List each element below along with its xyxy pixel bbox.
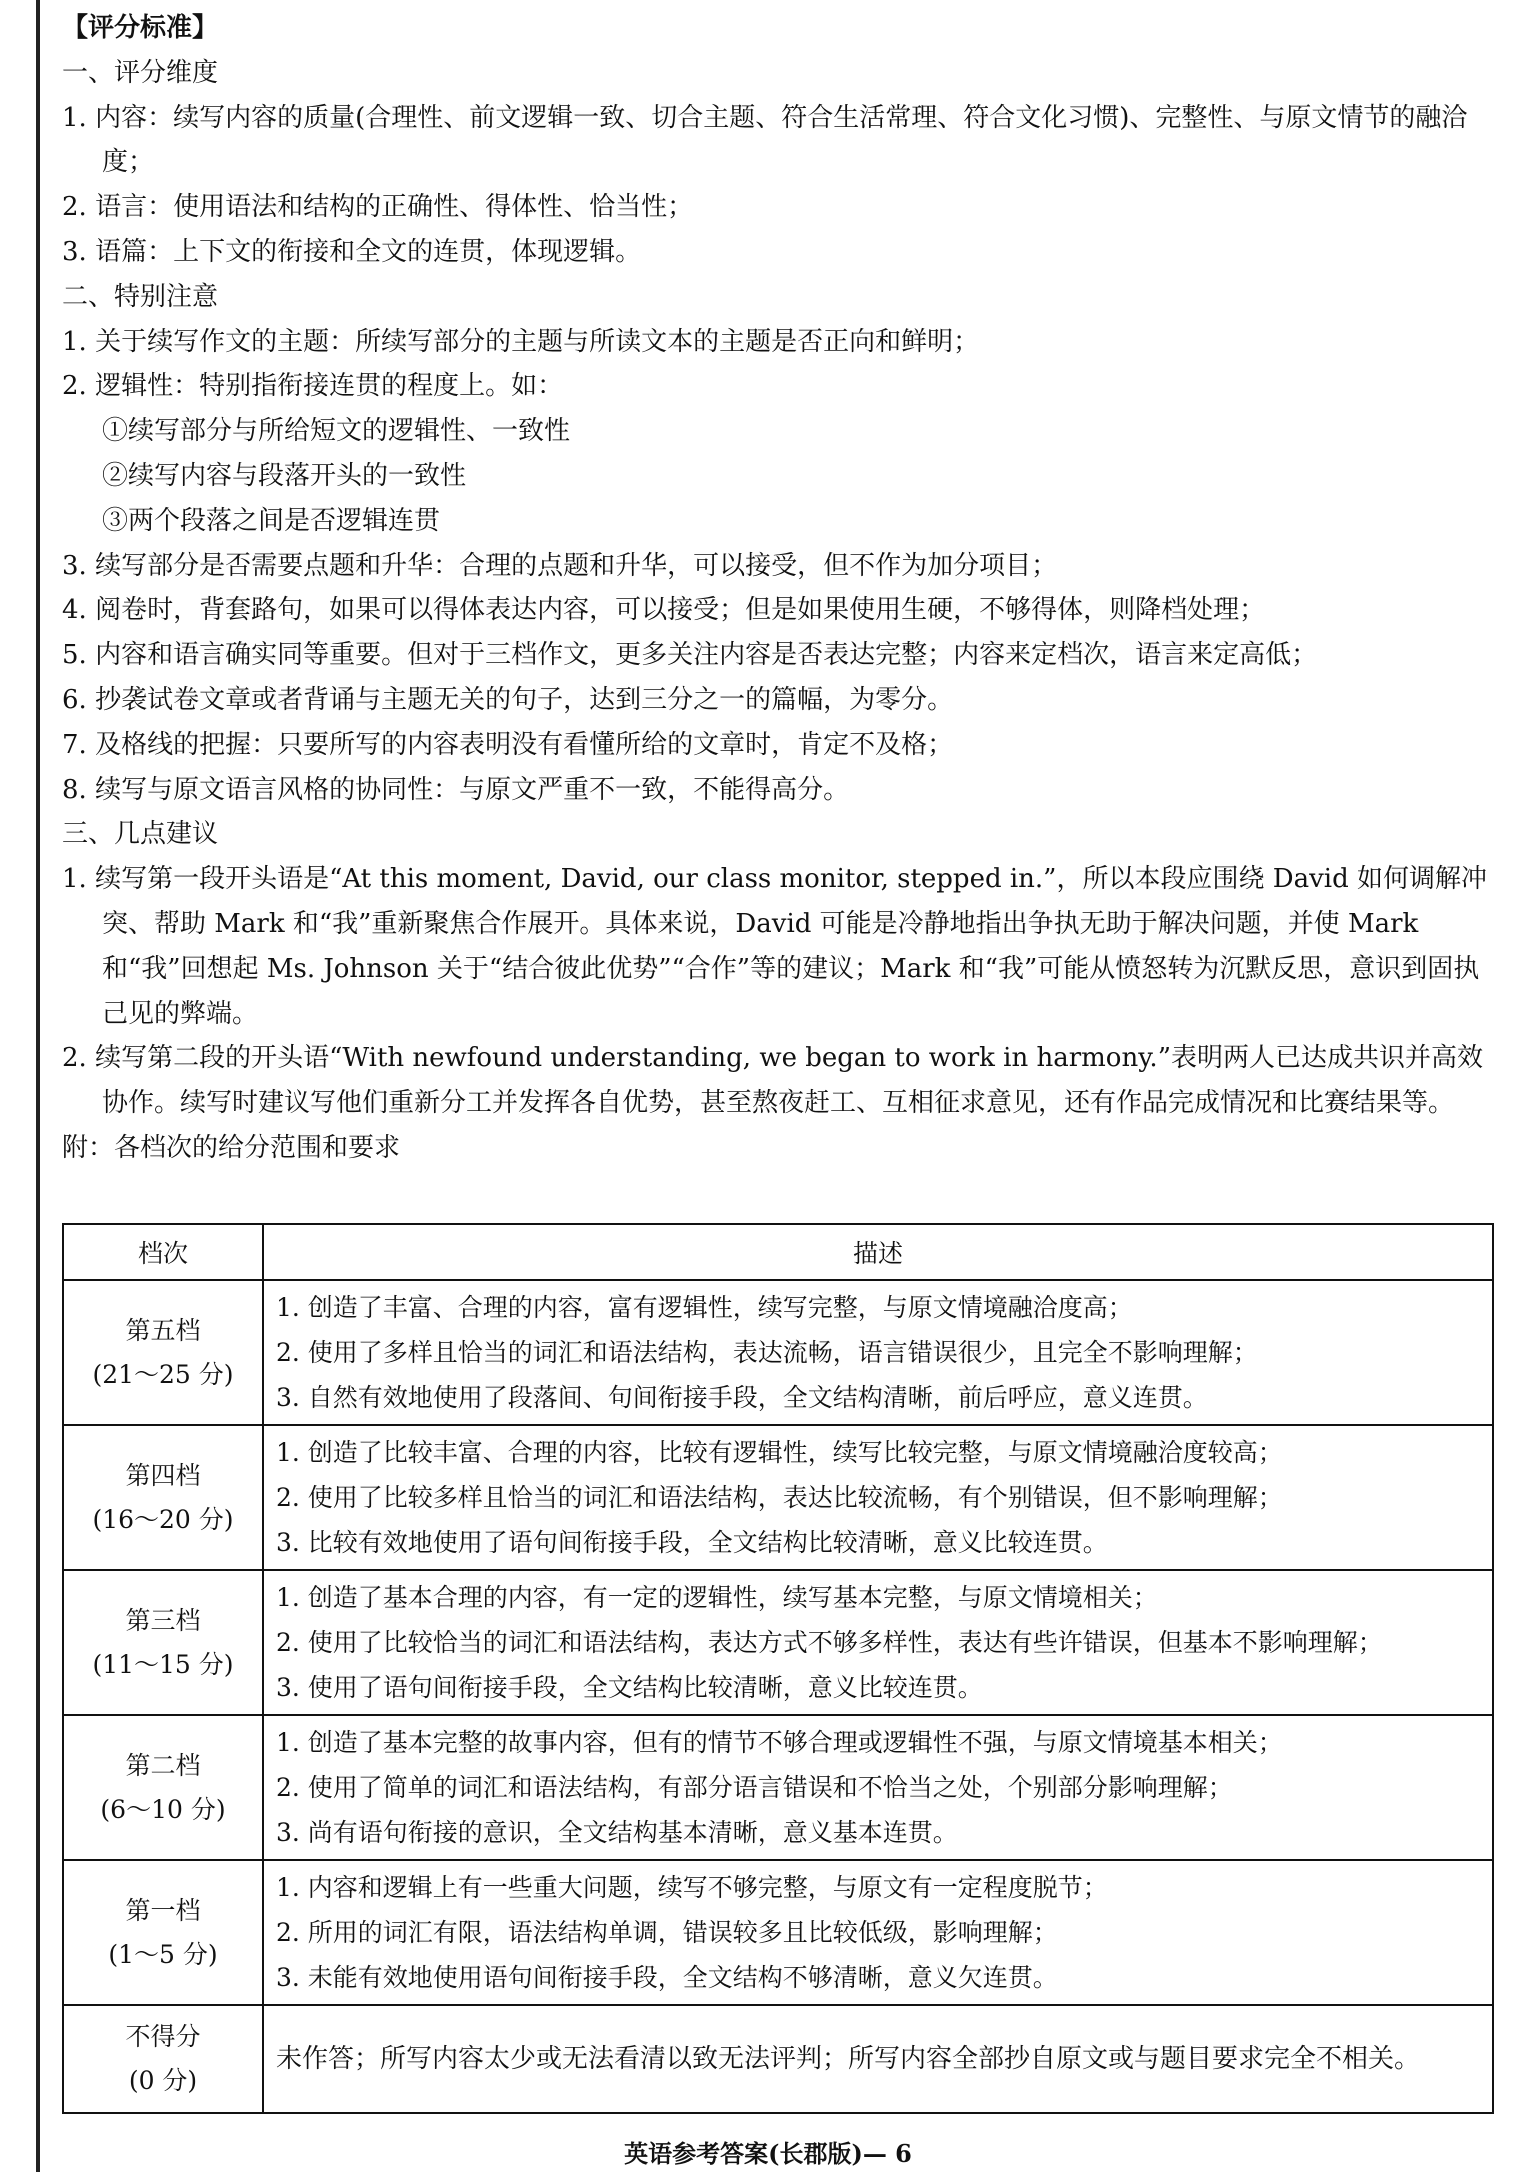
description-line: 3. 尚有语句衔接的意识，全文结构基本清晰，意义基本连贯。 [276,1818,958,1847]
description-line: 3. 使用了语句间衔接手段，全文结构比较清晰，意义比较连贯。 [276,1673,983,1702]
note-item: 6. 抄袭试卷文章或者背诵与主题无关的句子，达到三分之一的篇幅，为零分。 [62,684,954,715]
level-name: 第三档 [125,1605,201,1635]
section-heading-dimensions: 一、评分维度 [62,57,219,88]
scoring-criteria-text [62,6,1498,1171]
description-cell [263,1425,1493,1570]
description-line: 2. 所用的词汇有限，语法结构单调，错误较多且比较低级，影响理解； [276,1918,1058,1947]
description-line: 3. 未能有效地使用语句间衔接手段，全文结构不够清晰，意义欠连贯。 [276,1963,1058,1992]
note-sub-item: ③两个段落之间是否逻辑连贯 [102,505,441,536]
suggestion-item: 1. 续写第一段开头语是“At this moment, David, our class monitor, stepped in.”，所以本段应围绕 David 如何调解冲突、帮助 Mark 和“我”重新聚焦合作展开。具体来说，David 可能是冷静地指出争执无助于解决问题，并使 Mark 和“我”回想起 Ms. Johnson 关于“结合彼此优势”“合作”等的建议；Mark 和“我”可能从愤怒转为沉默反思，意识到固执己见的弊端。 [62,864,1487,1029]
note-item: 4. 阅卷时，背套路句，如果可以得体表达内容，可以接受；但是如果使用生硬，不够得体，则降档处理； [62,595,1266,626]
note-sub-item: ①续写部分与所给短文的逻辑性、一致性 [102,416,571,447]
level-range: (6～10 分) [100,1794,226,1824]
note-item: 2. 逻辑性：特别指衔接连贯的程度上。如： [62,371,564,402]
note-item: 7. 及格线的把握：只要所写的内容表明没有看懂所给的文章时，肯定不及格； [62,729,954,760]
level-range: (0 分) [128,2066,198,2095]
page-footer: 英语参考答案(长郡版)— 6 [624,2139,912,2168]
table-row [63,2005,1493,2113]
description-line: 2. 使用了比较多样且恰当的词汇和语法结构，表达比较流畅，有个别错误，但不影响理解； [276,1483,1283,1512]
suggestion-item: 2. 续写第二段的开头语“With newfound understanding, we began to work in harmony.”表明两人已达成共识并高效协作。续写时建议写他们重新分工并发挥各自优势，甚至熬夜赶工、互相征求意见，还有作品完成情况和比赛结果等。 [62,1043,1483,1119]
dimension-item: 1. 内容：续写内容的质量(合理性、前文逻辑一致、切合主题、符合生活常理、符合文化习惯)、完整性、与原文情节的融洽度； [62,102,1468,178]
level-cell [63,2005,263,2113]
description-line: 未作答；所写内容太少或无法看清以致无法评判；所写内容全部抄自原文或与题目要求完全不相关。 [276,2044,1421,2074]
level-cell [63,1425,263,1570]
level-cell [63,1570,263,1715]
level-cell [63,1860,263,2005]
table-row [63,1280,1493,1425]
level-range: (1～5 分) [108,1939,218,1969]
table-header-description: 描述 [263,1224,1493,1280]
description-line: 2. 使用了比较恰当的词汇和语法结构，表达方式不够多样性，表达有些许错误，但基本不影响理解； [276,1628,1383,1657]
description-line: 1. 创造了丰富、合理的内容，富有逻辑性，续写完整，与原文情境融洽度高； [276,1293,1133,1322]
description-cell [263,1860,1493,2005]
page-left-border [36,0,40,2172]
level-range: (21～25 分) [92,1359,234,1389]
table-header-row [63,1224,1493,1280]
level-name: 第一档 [125,1895,201,1925]
note-item: 1. 关于续写作文的主题：所续写部分的主题与所读文本的主题是否正向和鲜明； [62,326,980,357]
description-line: 3. 比较有效地使用了语句间衔接手段，全文结构比较清晰，意义比较连贯。 [276,1528,1108,1557]
description-cell [263,1715,1493,1860]
table-row [63,1715,1493,1860]
dimension-item: 2. 语言：使用语法和结构的正确性、得体性、恰当性； [62,192,694,223]
description-line: 1. 创造了基本完整的故事内容，但有的情节不够合理或逻辑性不强，与原文情境基本相关； [276,1728,1283,1757]
level-cell [63,1715,263,1860]
level-name: 第五档 [125,1315,201,1345]
description-line: 2. 使用了多样且恰当的词汇和语法结构，表达流畅，语言错误很少，且完全不影响理解； [276,1338,1258,1367]
description-cell [263,2005,1493,2113]
section-heading-notes: 二、特别注意 [62,281,219,312]
description-line: 3. 自然有效地使用了段落间、句间衔接手段，全文结构清晰，前后呼应，意义连贯。 [276,1383,1208,1412]
level-range: (16～20 分) [92,1504,234,1534]
level-name: 第二档 [125,1750,201,1780]
description-cell [263,1280,1493,1425]
note-item: 8. 续写与原文语言风格的协同性：与原文严重不一致，不能得高分。 [62,774,850,805]
table-header-level: 档次 [63,1224,263,1280]
note-item: 3. 续写部分是否需要点题和升华：合理的点题和升华，可以接受，但不作为加分项目； [62,550,1058,581]
description-line: 2. 使用了简单的词汇和语法结构，有部分语言错误和不恰当之处，个别部分影响理解； [276,1773,1233,1802]
description-cell [263,1570,1493,1715]
level-name: 第四档 [125,1460,201,1490]
description-line: 1. 内容和逻辑上有一些重大问题，续写不够完整，与原文有一定程度脱节； [276,1873,1108,1902]
appendix-caption: 附：各档次的给分范围和要求 [62,1132,401,1163]
table-row [63,1570,1493,1715]
document-title: 【评分标准】 [62,13,219,43]
grading-table [62,1223,1494,2114]
level-name: 不得分 [125,2022,201,2051]
section-heading-suggestions: 三、几点建议 [62,819,219,850]
note-sub-item: ②续写内容与段落开头的一致性 [102,460,467,491]
table-row [63,1860,1493,2005]
description-line: 1. 创造了比较丰富、合理的内容，比较有逻辑性，续写比较完整，与原文情境融洽度较高； [276,1438,1283,1467]
dimension-item: 3. 语篇：上下文的衔接和全文的连贯，体现逻辑。 [62,236,642,267]
table-row [63,1425,1493,1570]
level-cell [63,1280,263,1425]
description-line: 1. 创造了基本合理的内容，有一定的逻辑性，续写基本完整，与原文情境相关； [276,1583,1158,1612]
note-item: 5. 内容和语言确实同等重要。但对于三档作文，更多关注内容是否表达完整；内容来定档次，语言来定高低； [62,640,1318,671]
level-range: (11～15 分) [92,1649,234,1679]
